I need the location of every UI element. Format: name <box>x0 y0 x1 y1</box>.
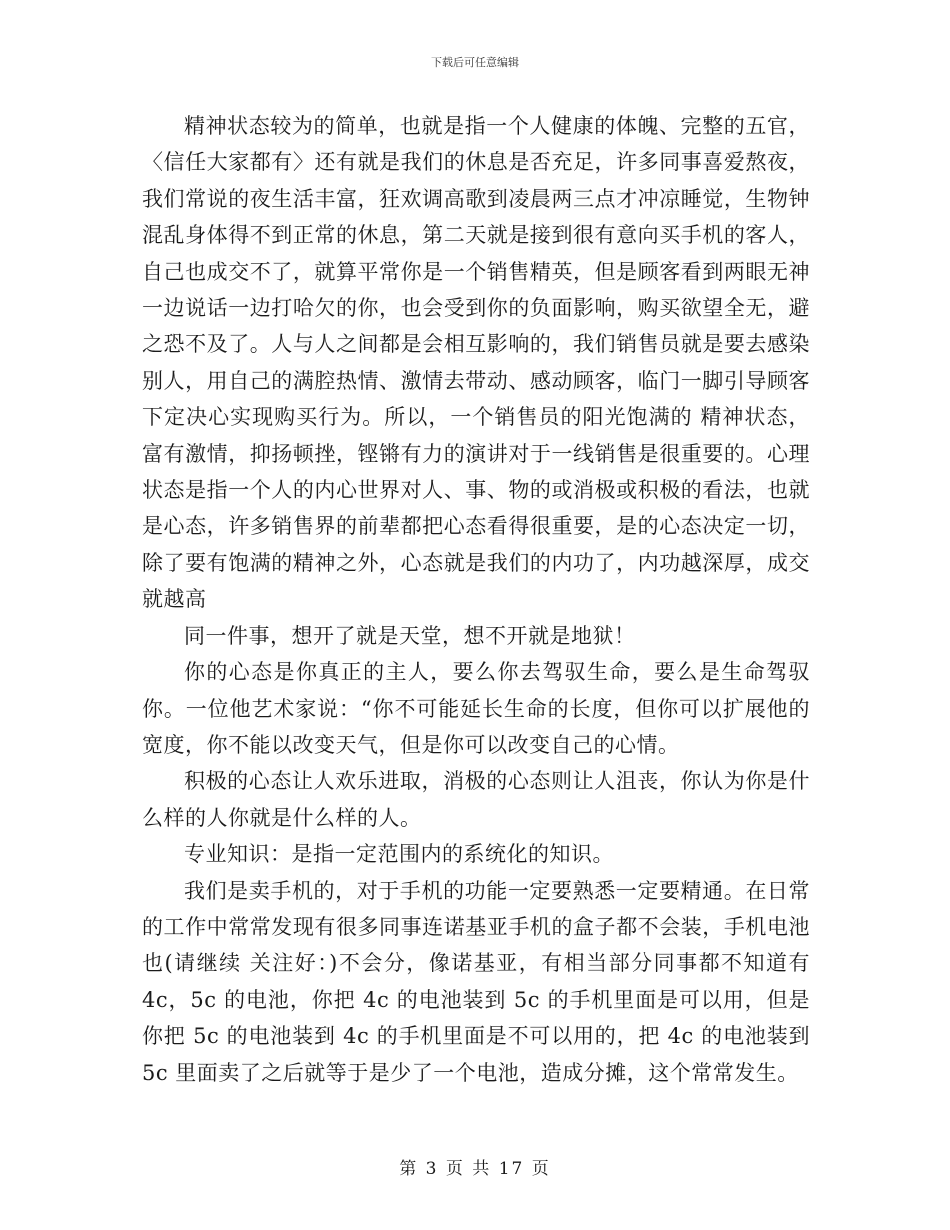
paragraph: 专业知识：是指一定范围内的系统化的知识。 <box>184 842 614 867</box>
paragraph: 精神状态较为的简单，也就是指一个人健康的体魄、完整的五官，〈信任大家都有〉还有就是我们的休息是否充足，许多同事喜爱熬夜，我们常说的夜生活丰富，狂欢调高歌到凌晨两三点才冲凉睡觉，生物钟混乱身体得不到正常的休息，第二天就是接到很有意向买手机的客人，自己也成交不了，就算平常你是一个销售精英，但是顾客看到两眼无神一边说话一边打哈欠的你，也会受到你的负面影响，购买欲望全无，避之恐不及了。人与人之间都是会相互影响的，我们销售员就是要去感染别人，用自己的满腔热情、激情去带动、感动顾客，临门一脚引导顾客下定决心实现购买行为。所以，一个销售员的阳光饱满的 精神状态，富有激情，抑扬顿挫，铿锵有力的演讲对于一线销售是很重要的。心理状态是指一个人的内心世界对人、事、物的或消极或积极的看法，也就是心态，许多销售界的前辈都把心态看得很重要，是的心态决定一切，除了要有饱满的精神之外，心态就是我们的内功了，内功越深厚，成交就越高 <box>142 114 810 612</box>
paragraph: 我们是卖手机的，对于手机的功能一定要熟悉一定要精通。在日常的工作中常常发现有很多同事连诺基亚手机的盒子都不会装，手机电池也(请继续 关注好：)不会分，像诺基亚，有相当部分同事都不知道有 4c，5c 的电池，你把 4c 的电池装到 5c 的手机里面是可以用，但是你把 5c 的电池装到 4c 的手机里面是不可以用的，把 4c 的电池装到 5c 里面卖了之后就等于是少了一个电池，造成分摊，这个常常发生。 <box>142 878 810 1085</box>
page-header: 下载后可任意编辑 <box>431 56 519 69</box>
body-text <box>142 108 810 1091</box>
paragraph: 积极的心态让人欢乐进取，消极的心态则让人沮丧，你认为你是什么样的人你就是什么样的人。 <box>142 769 810 830</box>
paragraph: 同一件事，想开了就是天堂，想不开就是地狱！ <box>184 623 636 648</box>
paragraph: 你的心态是你真正的主人，要么你去驾驭生命，要么是生命驾驭你。一位他艺术家说：“你不可能延长生命的长度，但你可以扩展他的宽度，你不能以改变天气，但是你可以改变自己的心情。 <box>142 660 810 757</box>
page-footer: 第 3 页 共 17 页 <box>399 1159 551 1179</box>
